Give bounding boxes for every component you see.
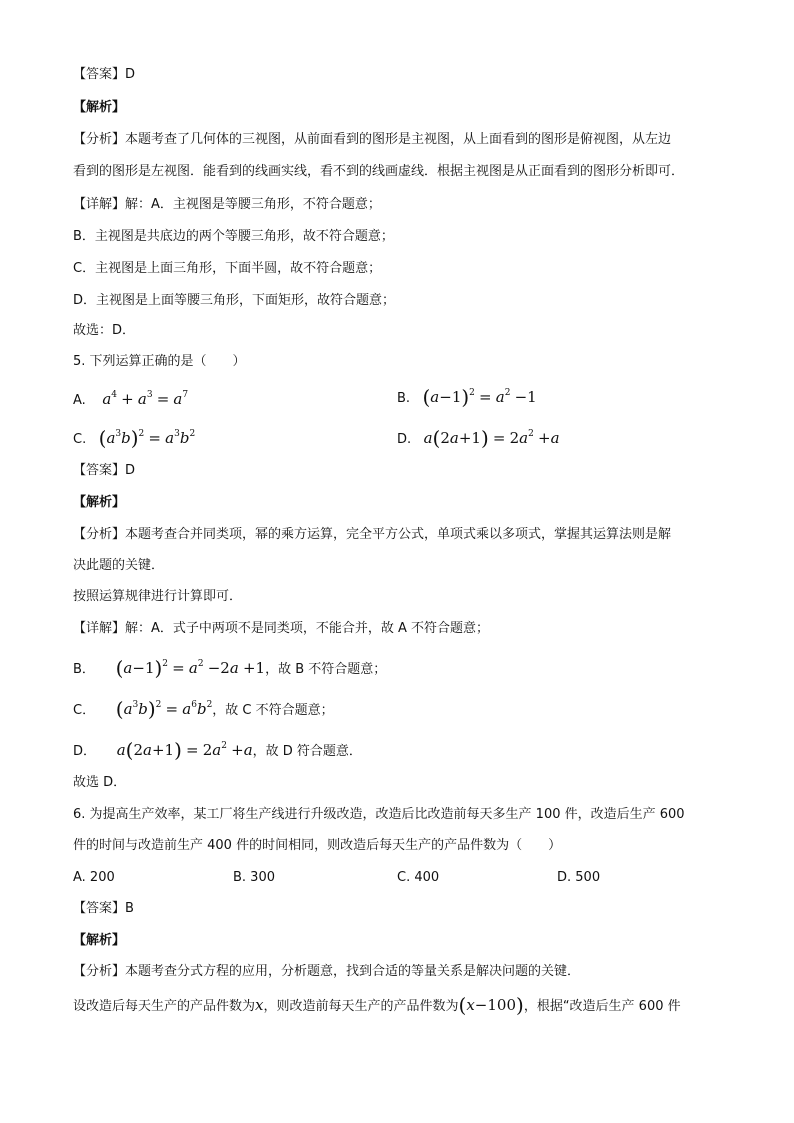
detail-text: 【详解】解：A．式子中两项不是同类项，不能合并，故 A 不符合题意； <box>73 621 490 636</box>
detail-b: B． $(a-1)^2 = a^2 -2a +1$，故 B 不符合题意； <box>73 656 387 680</box>
analysis-text: 【分析】本题考查合并同类项，幂的乘方运算，完全平方公式，单项式乘以多项式，掌握其运算法则是解 <box>73 527 672 542</box>
q6-option-c: C. 400 <box>397 870 440 885</box>
detail-text: 【详解】解：A．主视图是等腰三角形，不符合题意； <box>73 197 381 212</box>
answer-label: 【答案】B <box>73 901 134 916</box>
analysis-text: 【分析】本题考查分式方程的应用，分析题意，找到合适的等量关系是解决问题的关键． <box>73 964 581 979</box>
conclusion-text: 故选 D． <box>73 775 127 790</box>
answer-label: 【答案】D <box>73 463 136 478</box>
analysis-heading: 【解析】 <box>73 100 126 115</box>
q5-option-c: C. $(a^3b)^2 = a^3b^2$ <box>73 426 196 450</box>
detail-text: B．主视图是共底边的两个等腰三角形，故不符合题意； <box>73 229 394 244</box>
answer-label: 【答案】D <box>73 67 136 82</box>
analysis-text: 【分析】本题考查了几何体的三视图，从前面看到的图形是主视图，从上面看到的图形是俯视图，从左边 <box>73 132 672 147</box>
q6-option-d: D. 500 <box>557 870 601 885</box>
detail-text: D．主视图是上面等腰三角形，下面矩形，故符合题意； <box>73 293 396 308</box>
analysis-heading: 【解析】 <box>73 933 126 948</box>
detail-text: C．主视图是上面三角形，下面半圆，故不符合题意； <box>73 261 382 276</box>
conclusion-text: 故选：D． <box>73 323 136 338</box>
question-5: 5. 下列运算正确的是（ ） <box>73 354 246 369</box>
analysis-text: 按照运算规律进行计算即可． <box>73 589 243 604</box>
analysis-text: 看到的图形是左视图．能看到的线画实线，看不到的线画虚线．根据主视图是从正面看到的图形分析即可． <box>73 164 685 179</box>
detail-d: D． $a(2a+1) = 2a^2 +a$，故 D 符合题意． <box>73 738 362 762</box>
q6-option-b: B. 300 <box>233 870 275 885</box>
analysis-text: 设改造后每天生产的产品件数为x，则改造前每天生产的产品件数为(x−100)，根据“改造后生产 600 件 <box>73 993 681 1017</box>
q5-option-b: B. $(a-1)^2 = a^2 -1$ <box>397 385 537 409</box>
analysis-text: 决此题的关键． <box>73 558 165 573</box>
q5-option-d: D. $a(2a+1) = 2a^2 +a$ <box>397 426 560 450</box>
q6-option-a: A. 200 <box>73 870 115 885</box>
detail-c: C． $(a^3b)^2 = a^6b^2$，故 C 不符合题意； <box>73 697 334 721</box>
question-6: 件的时间与改造前生产 400 件的时间相同，则改造后每天生产的产品件数为（ ） <box>73 838 562 853</box>
q5-option-a: A. $a^4 + a^3 = a^7$ <box>73 390 189 408</box>
question-6: 6. 为提高生产效率，某工厂将生产线进行升级改造，改造后比改造前每天多生产 100 件，改造后生产 600 <box>73 807 685 822</box>
analysis-heading: 【解析】 <box>73 495 126 510</box>
